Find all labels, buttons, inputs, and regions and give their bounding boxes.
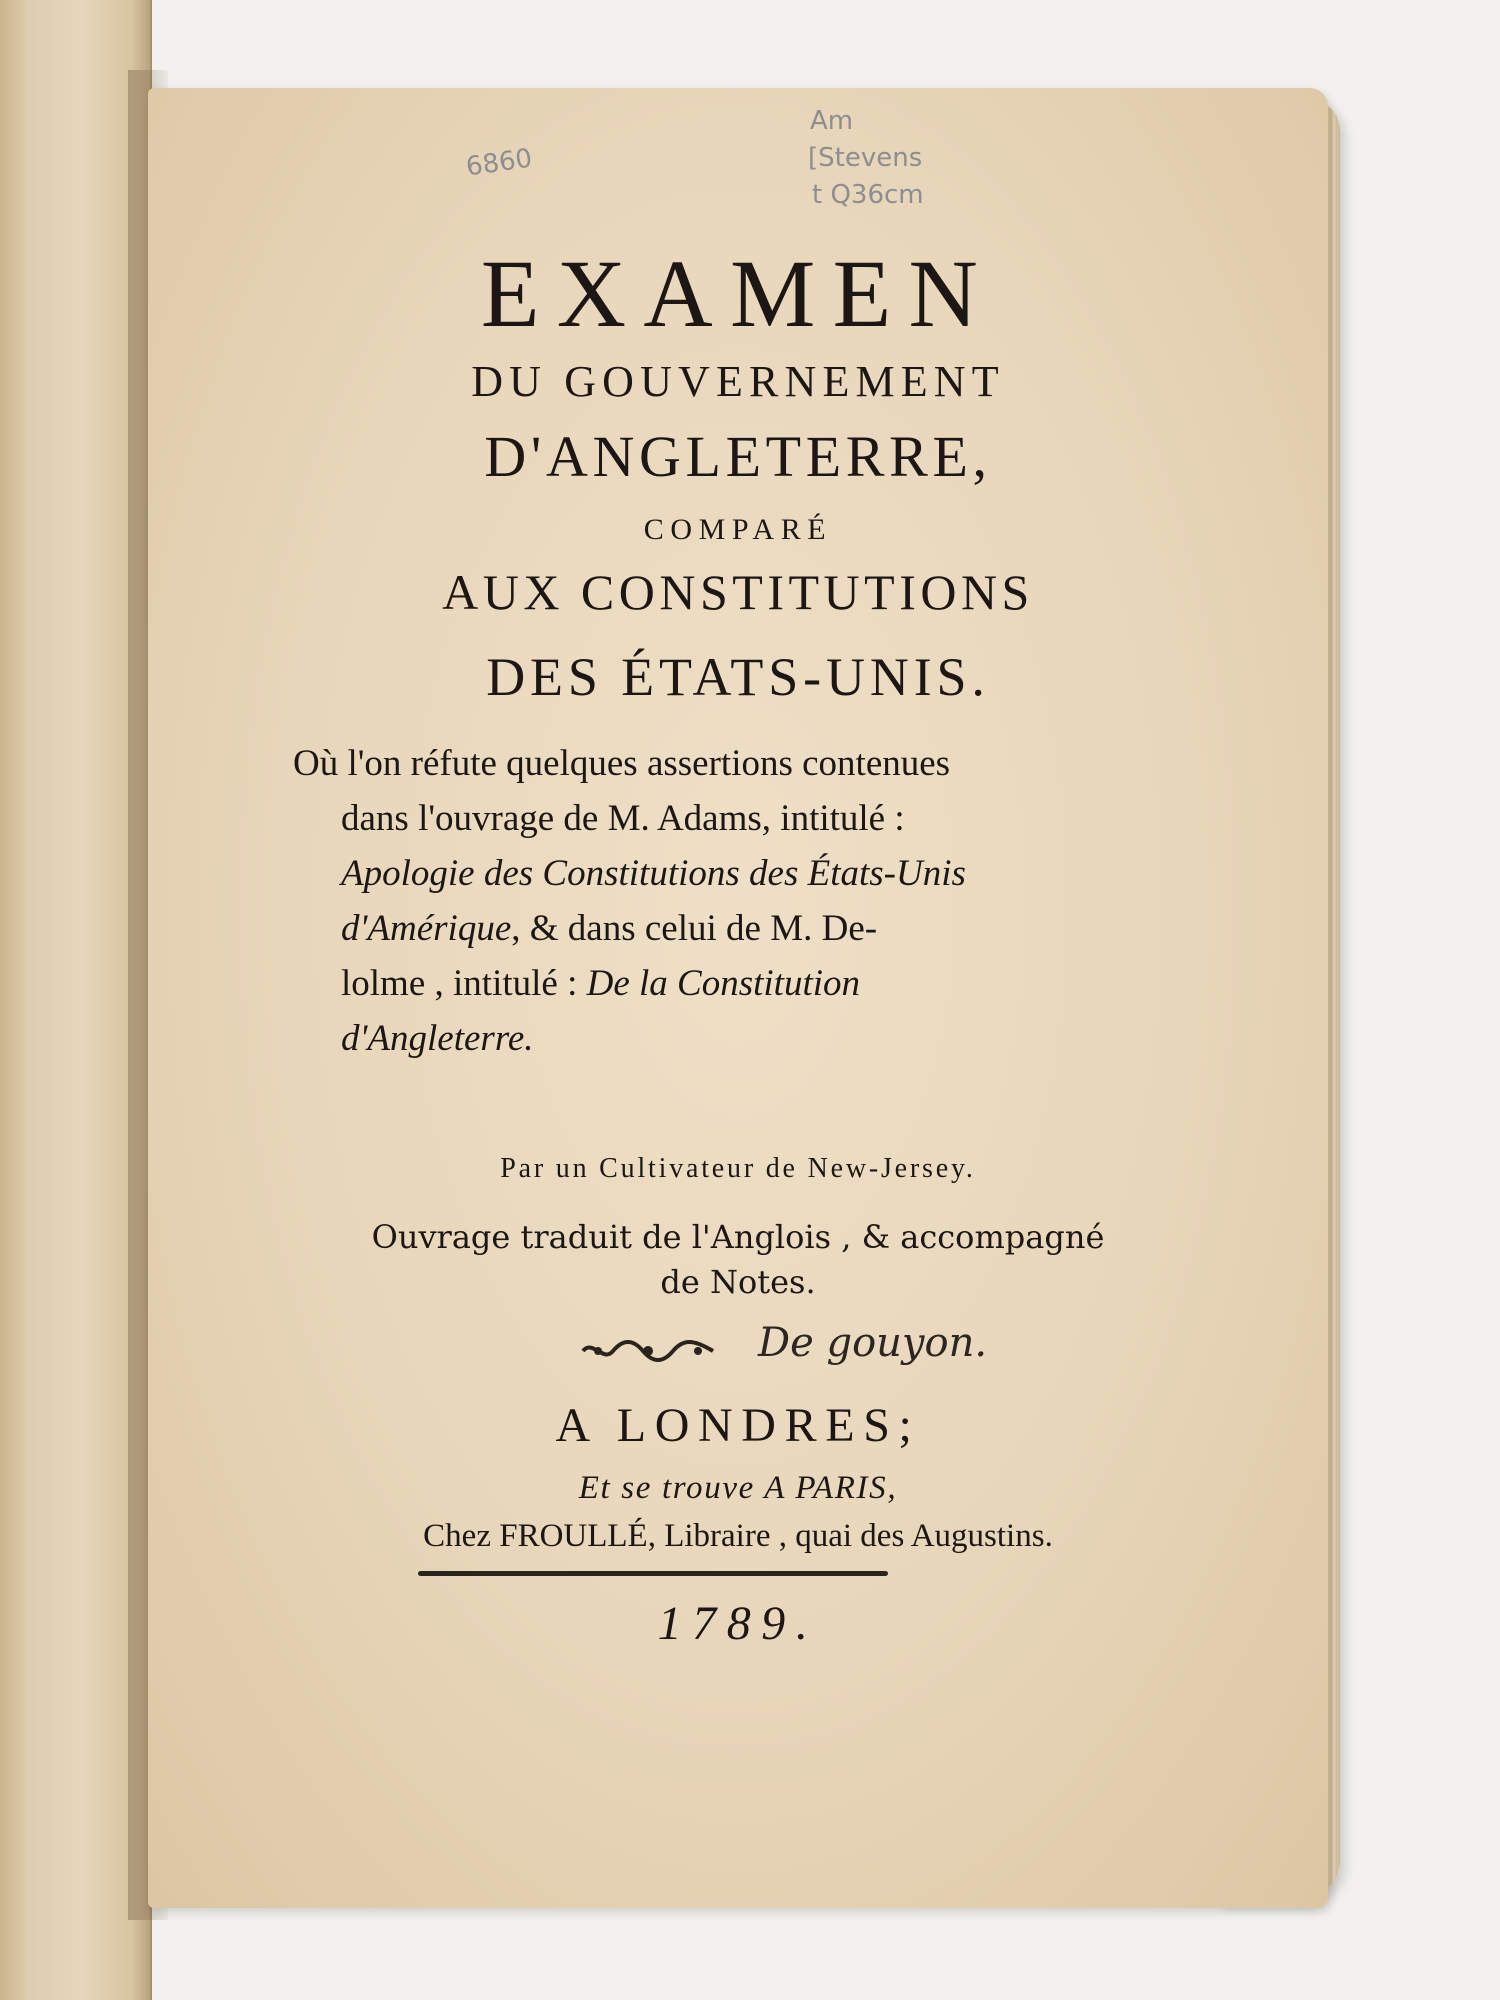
title-line-3: D'ANGLETERRE, <box>484 424 992 489</box>
description-line-1: Où l'on réfute quelques assertions contenues <box>293 743 951 784</box>
description-paragraph <box>293 736 1013 1066</box>
title-line-5: AUX CONSTITUTIONS <box>442 564 1034 620</box>
description-line-4-italic: d'Amérique <box>341 908 512 949</box>
title-line-2: DU GOUVERNEMENT <box>471 357 1005 406</box>
translation-line-1: Ouvrage traduit de l'Anglois , & accompagné <box>371 1218 1105 1256</box>
handwritten-signature: De gouyon. <box>758 1320 988 1366</box>
translation-line-2: de Notes. <box>660 1263 816 1301</box>
imprint-line-3: Chez FROULLÉ, Libraire , quai des Augustins. <box>423 1518 1053 1554</box>
left-leaf-edge <box>0 0 26 2000</box>
description-line-5 <box>293 956 1013 1011</box>
description-line-3 <box>293 846 1013 901</box>
pencil-note-right-2: [Stevens <box>808 143 923 173</box>
title-line-4: COMPARÉ <box>643 513 833 546</box>
description-line-2: dans l'ouvrage de M. Adams, intitulé : <box>341 798 905 839</box>
pencil-note-right-1: Am <box>810 106 854 136</box>
description-line-4 <box>293 901 1013 956</box>
description-line-6 <box>293 1011 1013 1066</box>
horizontal-rule <box>418 1571 888 1576</box>
imprint-line-1: A LONDRES; <box>555 1399 921 1452</box>
title-line-6: DES ÉTATS-UNIS. <box>486 647 990 707</box>
title-page <box>148 88 1328 1908</box>
author-line: Par un Cultivateur de New-Jersey. <box>500 1153 976 1184</box>
description-line-4-rest: , & dans celui de M. De- <box>511 908 878 949</box>
imprint-line-2: Et se trouve A PARIS, <box>578 1470 898 1506</box>
description-line-3-italic: Apologie des Constitutions des États-Unis <box>341 853 966 894</box>
ornament-icon <box>578 1336 718 1366</box>
title-line-1: EXAMEN <box>480 240 996 347</box>
description-line-6-italic: d'Angleterre. <box>341 1018 534 1059</box>
description-line-5-italic: De la Constitution <box>586 963 861 1004</box>
pencil-note-right-3: t Q36cm <box>812 180 924 210</box>
publication-year: 1789. <box>657 1597 819 1650</box>
title-page-content <box>148 88 1328 1908</box>
pencil-note-left: 6860 <box>464 143 534 183</box>
description-line-5-start: lolme , intitulé : <box>341 963 587 1004</box>
